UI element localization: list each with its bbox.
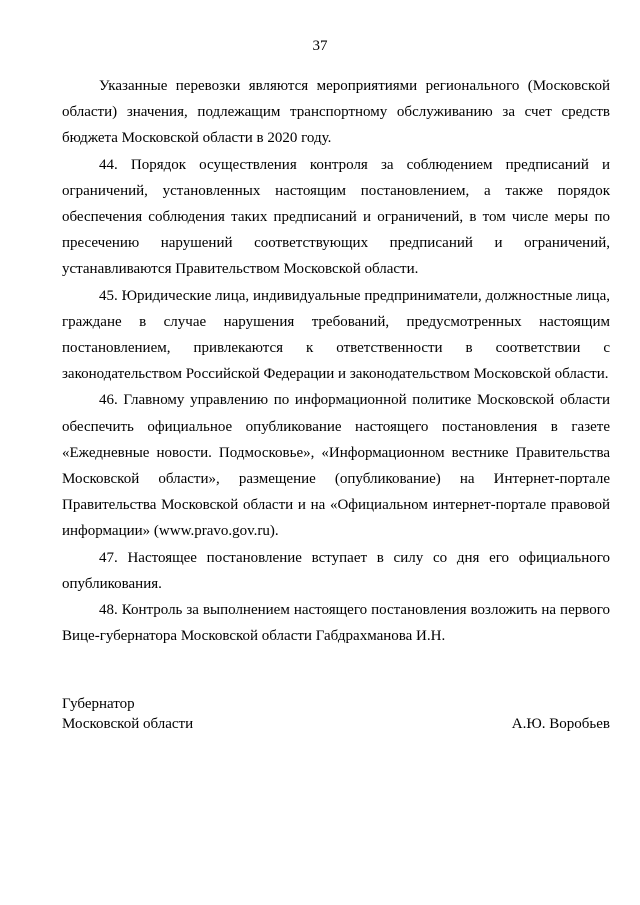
page-number: 37 (312, 38, 328, 54)
paragraph-44: 44. Порядок осуществления контроля за соблюдением предписаний и ограничений, установленных настоящим постановлением, а также порядок обеспечения соблюдения таких предписаний и ограничений, в том числе меры по пресечению нарушений соответствующих предписаний и ограничений, устанавливаются Правительством Московской области. (62, 156, 610, 278)
paragraph-intro: Указанные перевозки являются мероприятиями регионального (Московской области) значения, подлежащим транспортному обслуживанию за счет средств бюджета Московской области в 2020 году. (62, 78, 610, 147)
paragraph-47: 47. Настоящее постановление вступает в силу со дня его официального опубликования. (62, 549, 610, 592)
paragraph-48: 48. Контроль за выполнением настоящего постановления возложить на первого Вице-губернатора Московской области Габдрахманова И.Н. (62, 602, 610, 645)
signature-block (62, 694, 610, 734)
paragraph-46: 46. Главному управлению по информационной политике Московской области обеспечить официальное опубликование настоящего постановления в газете «Ежедневные новости. Подмосковье», «Информационном вестнике Правительства Московской области», размещение (опубликование) на Интернет-портале Правительства Московской области и на «Официальном интернет-портале правовой информации» (www.pravo.gov.ru). (62, 392, 610, 540)
signatory-region: Московской области (62, 716, 194, 732)
paragraph-45: 45. Юридические лица, индивидуальные предприниматели, должностные лица, граждане в случае нарушения требований, предусмотренных настоящим постановлением, привлекаются к ответственности в соответствии с законодательством Российской Федерации и законодательством Московской области. (62, 287, 610, 383)
document-body (62, 73, 610, 649)
signatory-title: Губернатор (62, 696, 135, 712)
signatory-name: А.Ю. Воробьев (511, 716, 610, 732)
signature-row (62, 714, 610, 734)
